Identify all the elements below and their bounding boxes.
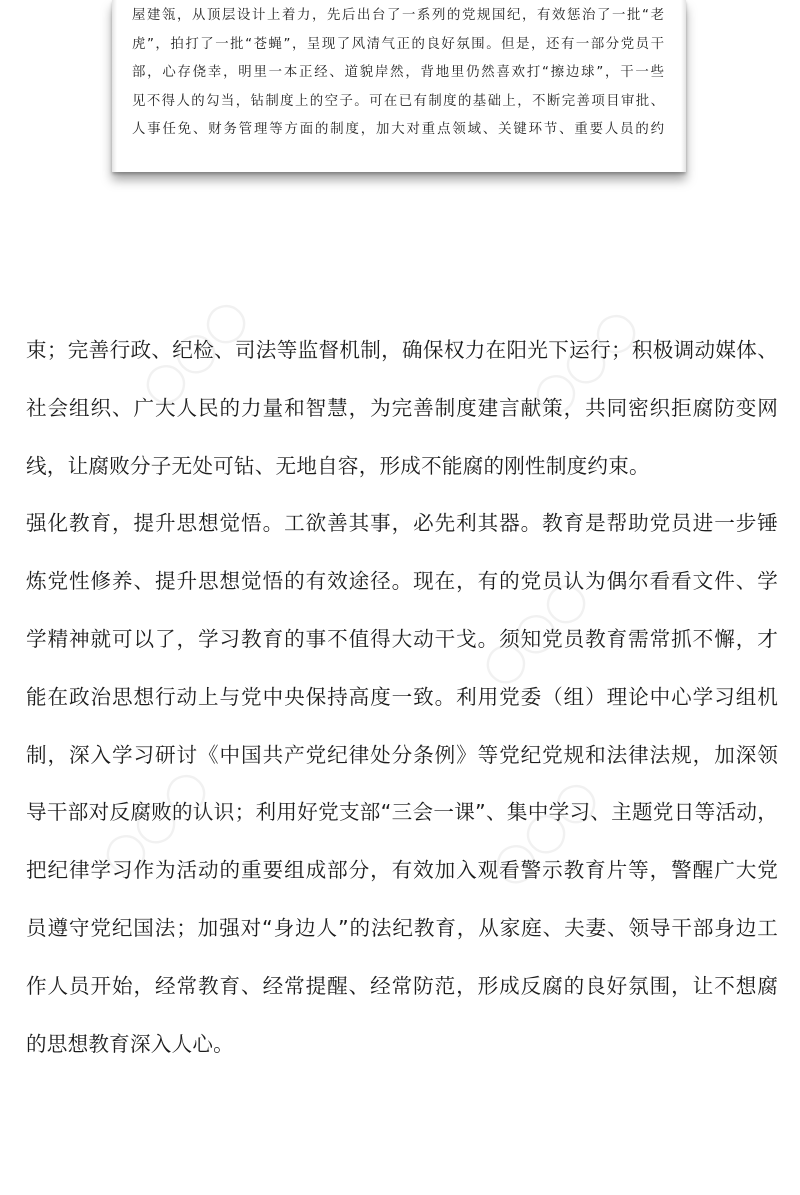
body-line: 强化教育，提升思想觉悟。工欲善其事，必先利其器。教育是帮助党员进一步锤 [26,511,778,536]
watermark: ◯◯◯ [473,571,595,693]
watermark: ◯◯◯ [133,291,255,413]
card-line: 见不得人的勾当，钻制度上的空子。可在已有制度的基础上，不断完善项目审批、 [132,93,664,109]
body-line: 社会组织、广大人民的力量和智慧，为完善制度建言献策，共同密织拒腐防变网 [26,395,778,420]
page-preview-card [112,0,686,172]
body-line: 束；完善行政、纪检、司法等监督机制，确保权力在阳光下运行；积极调动媒体、 [26,338,778,362]
watermark: ◯◯◯ [93,761,215,883]
body-line: 作人员开始，经常教育、经常提醒、经常防范，形成反腐的良好氛围，让不想腐 [26,973,778,998]
card-line: 屋建瓴，从顶层设计上着力，先后出台了一系列的党规国纪，有效惩治了一批“老 [132,8,664,23]
card-line: 虎”，拍打了一批“苍蝇”，呈现了风清气正的良好氛围。但是，还有一部分党员干 [132,36,664,52]
body-line: 把纪律学习作为活动的重要组成部分，有效加入观看警示教育片等，警醒广大党 [26,858,778,883]
body-line: 的思想教育深入人心。 [26,1031,234,1056]
watermark: ◯◯◯ [483,771,605,893]
watermark: ◯◯◯ [523,301,645,423]
body-line: 线，让腐败分子无处可钻、无地自容，形成不能腐的刚性制度约束。 [26,453,650,478]
body-line: 学精神就可以了，学习教育的事不值得大动干戈。须知党员教育需常抓不懈，才 [26,626,778,651]
body-line: 员遵守党纪国法；加强对“身边人”的法纪教育，从家庭、夫妻、领导干部身边工 [26,915,778,940]
article-body [26,322,778,1073]
body-line: 制，深入学习研讨《中国共产党纪律处分条例》等党纪党规和法律法规，加深领 [26,742,778,767]
card-line: 人事任免、财务管理等方面的制度，加大对重点领域、关键环节、重要人员的约 [132,122,664,137]
card-line: 部，心存侥幸，明里一本正经、道貌岸然，背地里仍然喜欢打“擦边球”，干一些 [132,65,664,80]
body-line: 导干部对反腐败的认识；利用好党支部“三会一课”、集中学习、主题党日等活动， [26,800,778,825]
card-paragraph [132,2,664,145]
body-line: 炼党性修养、提升思想觉悟的有效途径。现在，有的党员认为偶尔看看文件、学 [26,569,778,594]
body-line: 能在政治思想行动上与党中央保持高度一致。利用党委（组）理论中心学习组机 [26,684,778,709]
